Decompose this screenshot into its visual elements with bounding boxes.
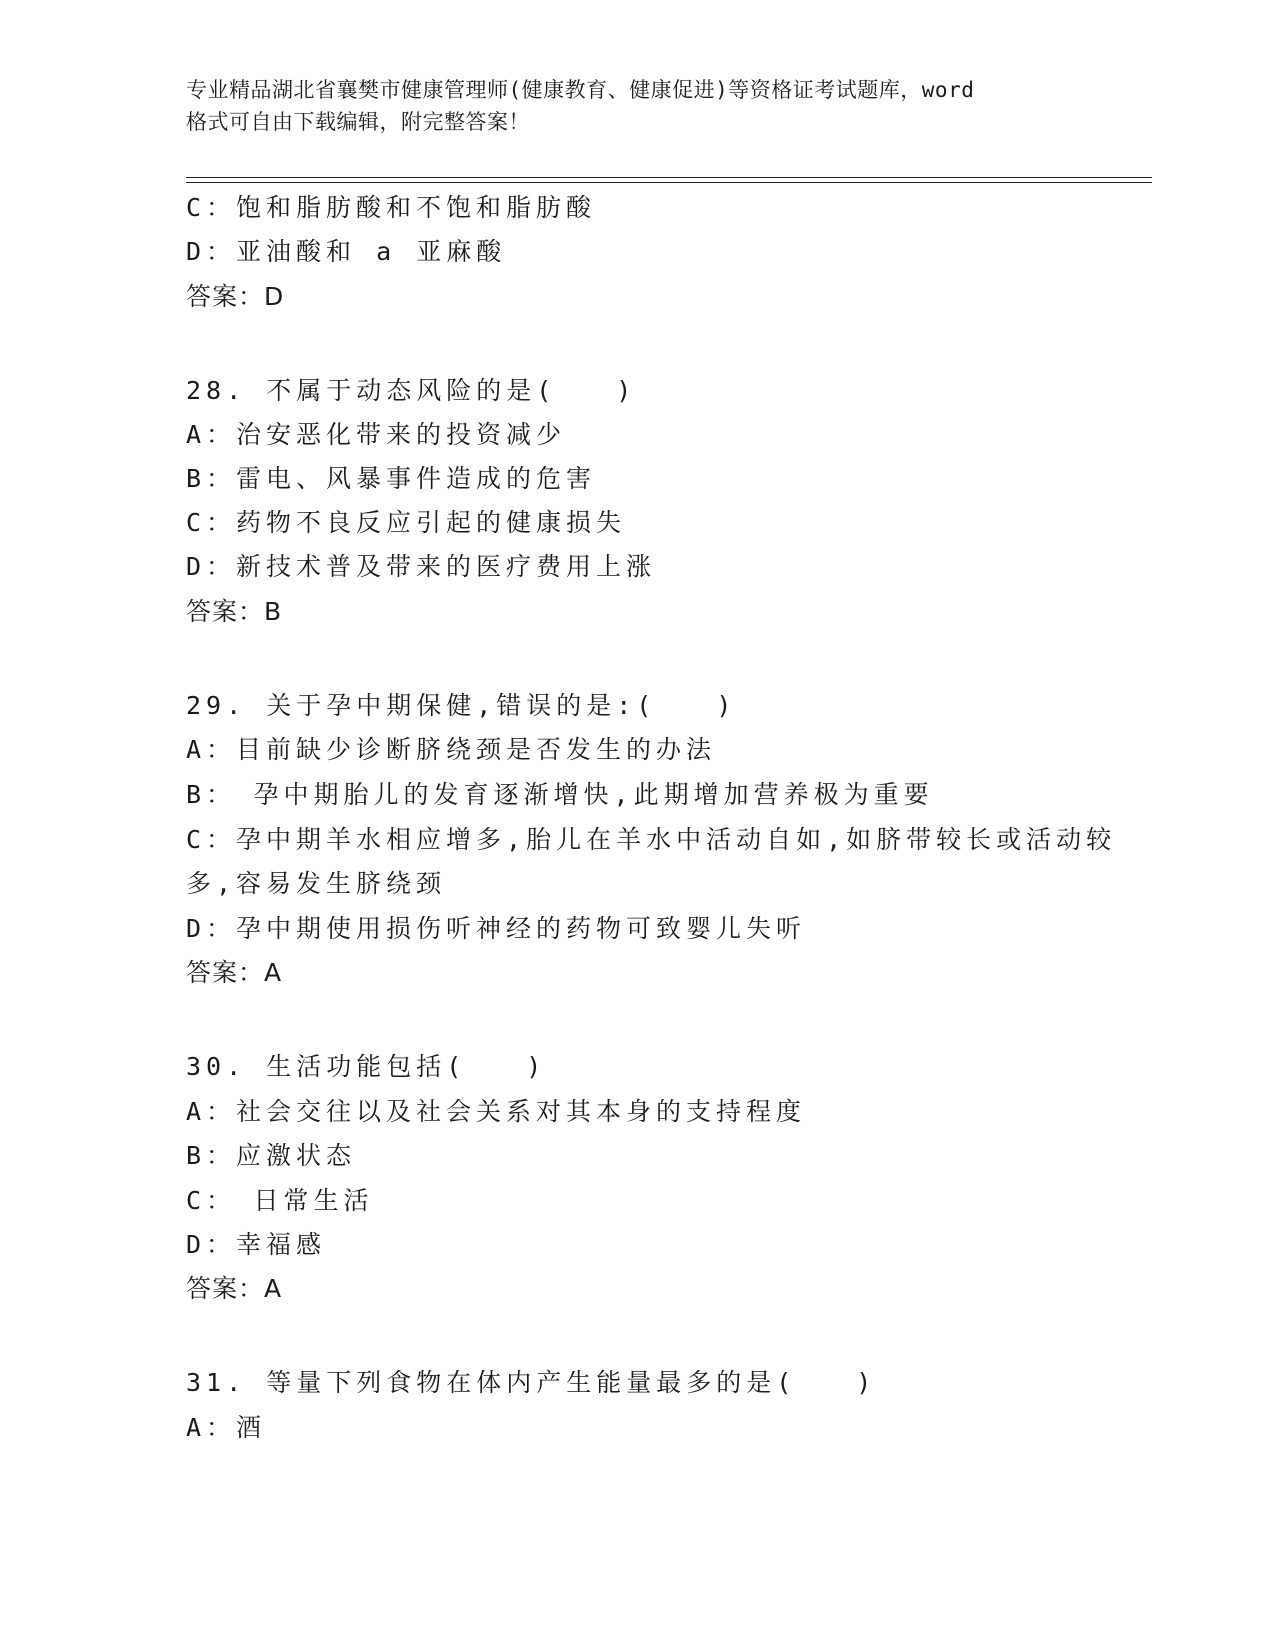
q28-option-c: C：药物不良反应引起的健康损失: [186, 508, 627, 537]
q29-answer: 答案：A: [186, 958, 283, 987]
q30-answer: 答案：A: [186, 1274, 283, 1303]
q28-option-d: D：新技术普及带来的医疗费用上涨: [186, 552, 657, 581]
header-line-2: 格式可自由下载编辑，附完整答案！: [186, 110, 530, 134]
q30-option-a: A：社会交往以及社会关系对其本身的支持程度: [186, 1097, 807, 1126]
q28-answer: 答案：B: [186, 597, 283, 626]
header-divider-bottom: [186, 182, 1152, 183]
q27-option-d: D：亚油酸和 a 亚麻酸: [186, 237, 507, 266]
header-divider-top: [186, 177, 1152, 178]
q31-question: 31. 等量下列食物在体内产生能量最多的是( ): [186, 1368, 877, 1397]
q28-option-a: A：治安恶化带来的投资减少: [186, 420, 567, 449]
q29-option-d: D：孕中期使用损伤听神经的药物可致婴儿失听: [186, 914, 807, 943]
q31-option-a: A：酒: [186, 1413, 267, 1442]
header-line-1: 专业精品湖北省襄樊市健康管理师(健康教育、健康促进)等资格证考试题库，word: [186, 78, 975, 102]
q27-answer: 答案：D: [186, 282, 285, 311]
q30-option-c: C： 日常生活: [186, 1186, 374, 1215]
q27-option-c: C：饱和脂肪酸和不饱和脂肪酸: [186, 193, 597, 222]
q29-question: 29. 关于孕中期保健,错误的是:( ): [186, 691, 737, 720]
q28-option-b: B：雷电、风暴事件造成的危害: [186, 464, 597, 493]
q29-option-c-line-1: C：孕中期羊水相应增多,胎儿在羊水中活动自如,如脐带较长或活动较: [186, 825, 1117, 854]
q30-question: 30. 生活功能包括( ): [186, 1052, 547, 1081]
document-header: [186, 74, 1086, 138]
q29-option-a: A：目前缺少诊断脐绕颈是否发生的办法: [186, 735, 717, 764]
q30-option-d: D：幸福感: [186, 1230, 327, 1259]
q29-option-b: B： 孕中期胎儿的发育逐渐增快,此期增加营养极为重要: [186, 780, 934, 809]
q29-option-c-line-2: 多,容易发生脐绕颈: [186, 869, 447, 898]
q28-question: 28. 不属于动态风险的是( ): [186, 376, 637, 405]
q30-option-b: B：应激状态: [186, 1141, 357, 1170]
